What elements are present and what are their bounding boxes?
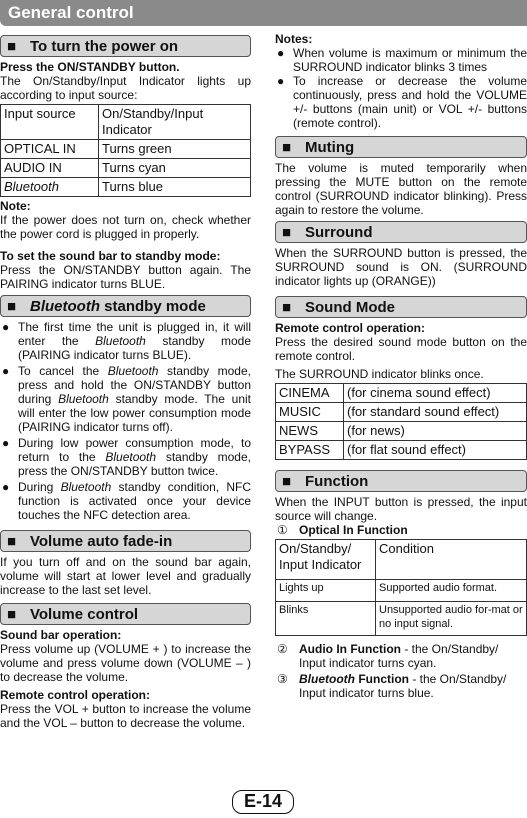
page-banner [0, 0, 527, 26]
table-cell: MUSIC [276, 403, 344, 422]
list-item: ● During Bluetooth standby condition, NFC function is activated once your device touches the NFC detection area. [2, 480, 252, 522]
table-row [1, 159, 251, 178]
round-bullet-icon: ● [2, 436, 10, 450]
list-item: ● To cancel the Bluetooth standby mode, press and hold the ON/STANDBY button during Bluetooth standby mode. The unit will enter the low power consumption mode (PAIRING indicator turns off). [2, 364, 251, 434]
list-item: ① Optical In Function [277, 523, 408, 537]
square-bullet-icon: ■ [7, 606, 17, 623]
input-indicator-table [0, 104, 251, 197]
table-row [276, 384, 527, 403]
table-cell: Blinks [276, 602, 376, 636]
sound-mode-table [275, 383, 527, 460]
round-bullet-icon: ● [277, 46, 285, 60]
table-cell: Bluetooth [1, 178, 99, 197]
table-row [1, 140, 251, 159]
square-bullet-icon: ■ [282, 139, 292, 156]
table-cell: On/Standby/Input Indicator [99, 105, 251, 140]
list-item: ● During low power consumption mode, to return to the Bluetooth standby mode, press the ON/STANDBY button twice. [2, 436, 251, 478]
section-header-fade [0, 530, 251, 552]
circled-number: ② [277, 642, 288, 656]
section-header-function [275, 470, 527, 492]
list-item: ● To increase or decrease the volume continuously, press and hold the VOLUME +/- buttons (main unit) or VOL +/- buttons (remote control). [277, 74, 527, 130]
table-row [1, 105, 251, 140]
table-row [276, 441, 527, 460]
volume-remote-text: Press the VOL + button to increase the volume and the VOL – button to decrease the volume. [0, 702, 251, 730]
section-header-surround [275, 221, 527, 243]
sound-mode-remote-text: Press the desired sound mode button on the remote control. [275, 335, 527, 363]
function-table [275, 539, 527, 636]
standby-text: Press the ON/STANDBY button again. The PAIRING indicator turns BLUE. [0, 263, 251, 291]
table-cell: Unsupported audio for-mat or no input signal. [376, 602, 527, 636]
table-cell: Turns green [99, 140, 251, 159]
section-title-bt-standby: Bluetooth standby mode [30, 298, 206, 315]
table-cell: Turns cyan [99, 159, 251, 178]
section-title-volume: Volume control [30, 606, 139, 623]
table-cell: (for news) [344, 422, 527, 441]
power-note-text: If the power does not turn on, check whether the power cord is plugged in properly. [0, 213, 251, 241]
section-title-sound-mode: Sound Mode [305, 299, 395, 316]
surround-text: When the SURROUND button is pressed, the SURROUND sound is ON. (SURROUND indicator lights up (ORANGE)) [275, 246, 527, 288]
left-column [0, 35, 251, 730]
table-cell: On/Standby/ Input Indicator [276, 540, 376, 580]
table-cell: (for flat sound effect) [344, 441, 527, 460]
circled-number: ① [277, 523, 288, 537]
section-title-muting: Muting [305, 139, 355, 156]
round-bullet-icon: ● [2, 480, 10, 494]
section-title-surround: Surround [305, 224, 373, 241]
volume-bar-bold: Sound bar operation: [0, 628, 122, 642]
muting-text: The volume is muted temporarily when pressing the MUTE button on the remote control (SURROUND indicator blinking). Press again to restore the volume. [275, 161, 527, 217]
table-cell: Turns blue [99, 178, 251, 197]
table-row [1, 178, 251, 197]
square-bullet-icon: ■ [282, 473, 292, 490]
page-number: E-14 [232, 790, 294, 814]
power-intro-text: The On/Standby/Input Indicator lights up according to input source: [0, 74, 251, 102]
table-cell: (for cinema sound effect) [344, 384, 527, 403]
table-cell: BYPASS [276, 441, 344, 460]
square-bullet-icon: ■ [282, 299, 292, 316]
round-bullet-icon: ● [2, 320, 10, 334]
table-cell: NEWS [276, 422, 344, 441]
power-note-label: Note: [0, 199, 31, 213]
square-bullet-icon: ■ [7, 298, 17, 315]
section-title-power: To turn the power on [30, 38, 179, 55]
section-header-muting [275, 136, 527, 158]
right-column [275, 32, 527, 700]
table-cell: (for standard sound effect) [344, 403, 527, 422]
fade-text: If you turn off and on the sound bar again, volume will start at lower level and gradually increase to the last set level. [0, 555, 251, 597]
notes-label: Notes: [275, 32, 313, 46]
section-header-sound-mode [275, 296, 527, 318]
sound-mode-remote-bold: Remote control operation: [275, 321, 426, 335]
table-row [276, 403, 527, 422]
table-cell: CINEMA [276, 384, 344, 403]
section-header-volume [0, 603, 251, 625]
table-cell: Supported audio format. [376, 580, 527, 602]
list-item: ● The first time the unit is plugged in, it will enter the Bluetooth standby mode (PAIRING indicator turns BLUE). [2, 320, 252, 362]
square-bullet-icon: ■ [282, 224, 292, 241]
power-intro-bold: Press the ON/STANDBY button. [0, 60, 180, 74]
section-title-function: Function [305, 473, 369, 490]
square-bullet-icon: ■ [7, 38, 17, 55]
table-row [276, 422, 527, 441]
volume-remote-bold: Remote control operation: [0, 688, 151, 702]
list-item: ● When volume is maximum or minimum the SURROUND indicator blinks 3 times [277, 46, 527, 74]
function-text: When the INPUT button is pressed, the input source will change. [275, 495, 527, 523]
round-bullet-icon: ● [2, 364, 10, 378]
banner-title: General control [8, 3, 134, 22]
volume-bar-text: Press volume up (VOLUME + ) to increase the volume and press volume down (VOLUME – ) to decrease the volume. [0, 642, 251, 684]
table-cell: Input source [1, 105, 99, 140]
list-item: ② Audio In Function - the On/Standby/ Input indicator turns cyan. [277, 642, 499, 670]
table-row [276, 602, 527, 636]
list-item: ③ Bluetooth Function - the On/Standby/ Input indicator turns blue. [277, 672, 507, 700]
table-cell: OPTICAL IN [1, 140, 99, 159]
table-cell: Condition [376, 540, 527, 580]
sound-mode-blink-text: The SURROUND indicator blinks once. [275, 367, 484, 381]
section-header-power [0, 35, 251, 57]
square-bullet-icon: ■ [7, 533, 17, 550]
table-row [276, 580, 527, 602]
table-row [276, 540, 527, 580]
table-cell: Lights up [276, 580, 376, 602]
round-bullet-icon: ● [277, 74, 285, 88]
standby-bold: To set the sound bar to standby mode: [0, 249, 221, 263]
section-header-bt-standby [0, 295, 251, 317]
circled-number: ③ [277, 672, 288, 686]
section-title-fade: Volume auto fade-in [30, 533, 173, 550]
table-cell: AUDIO IN [1, 159, 99, 178]
